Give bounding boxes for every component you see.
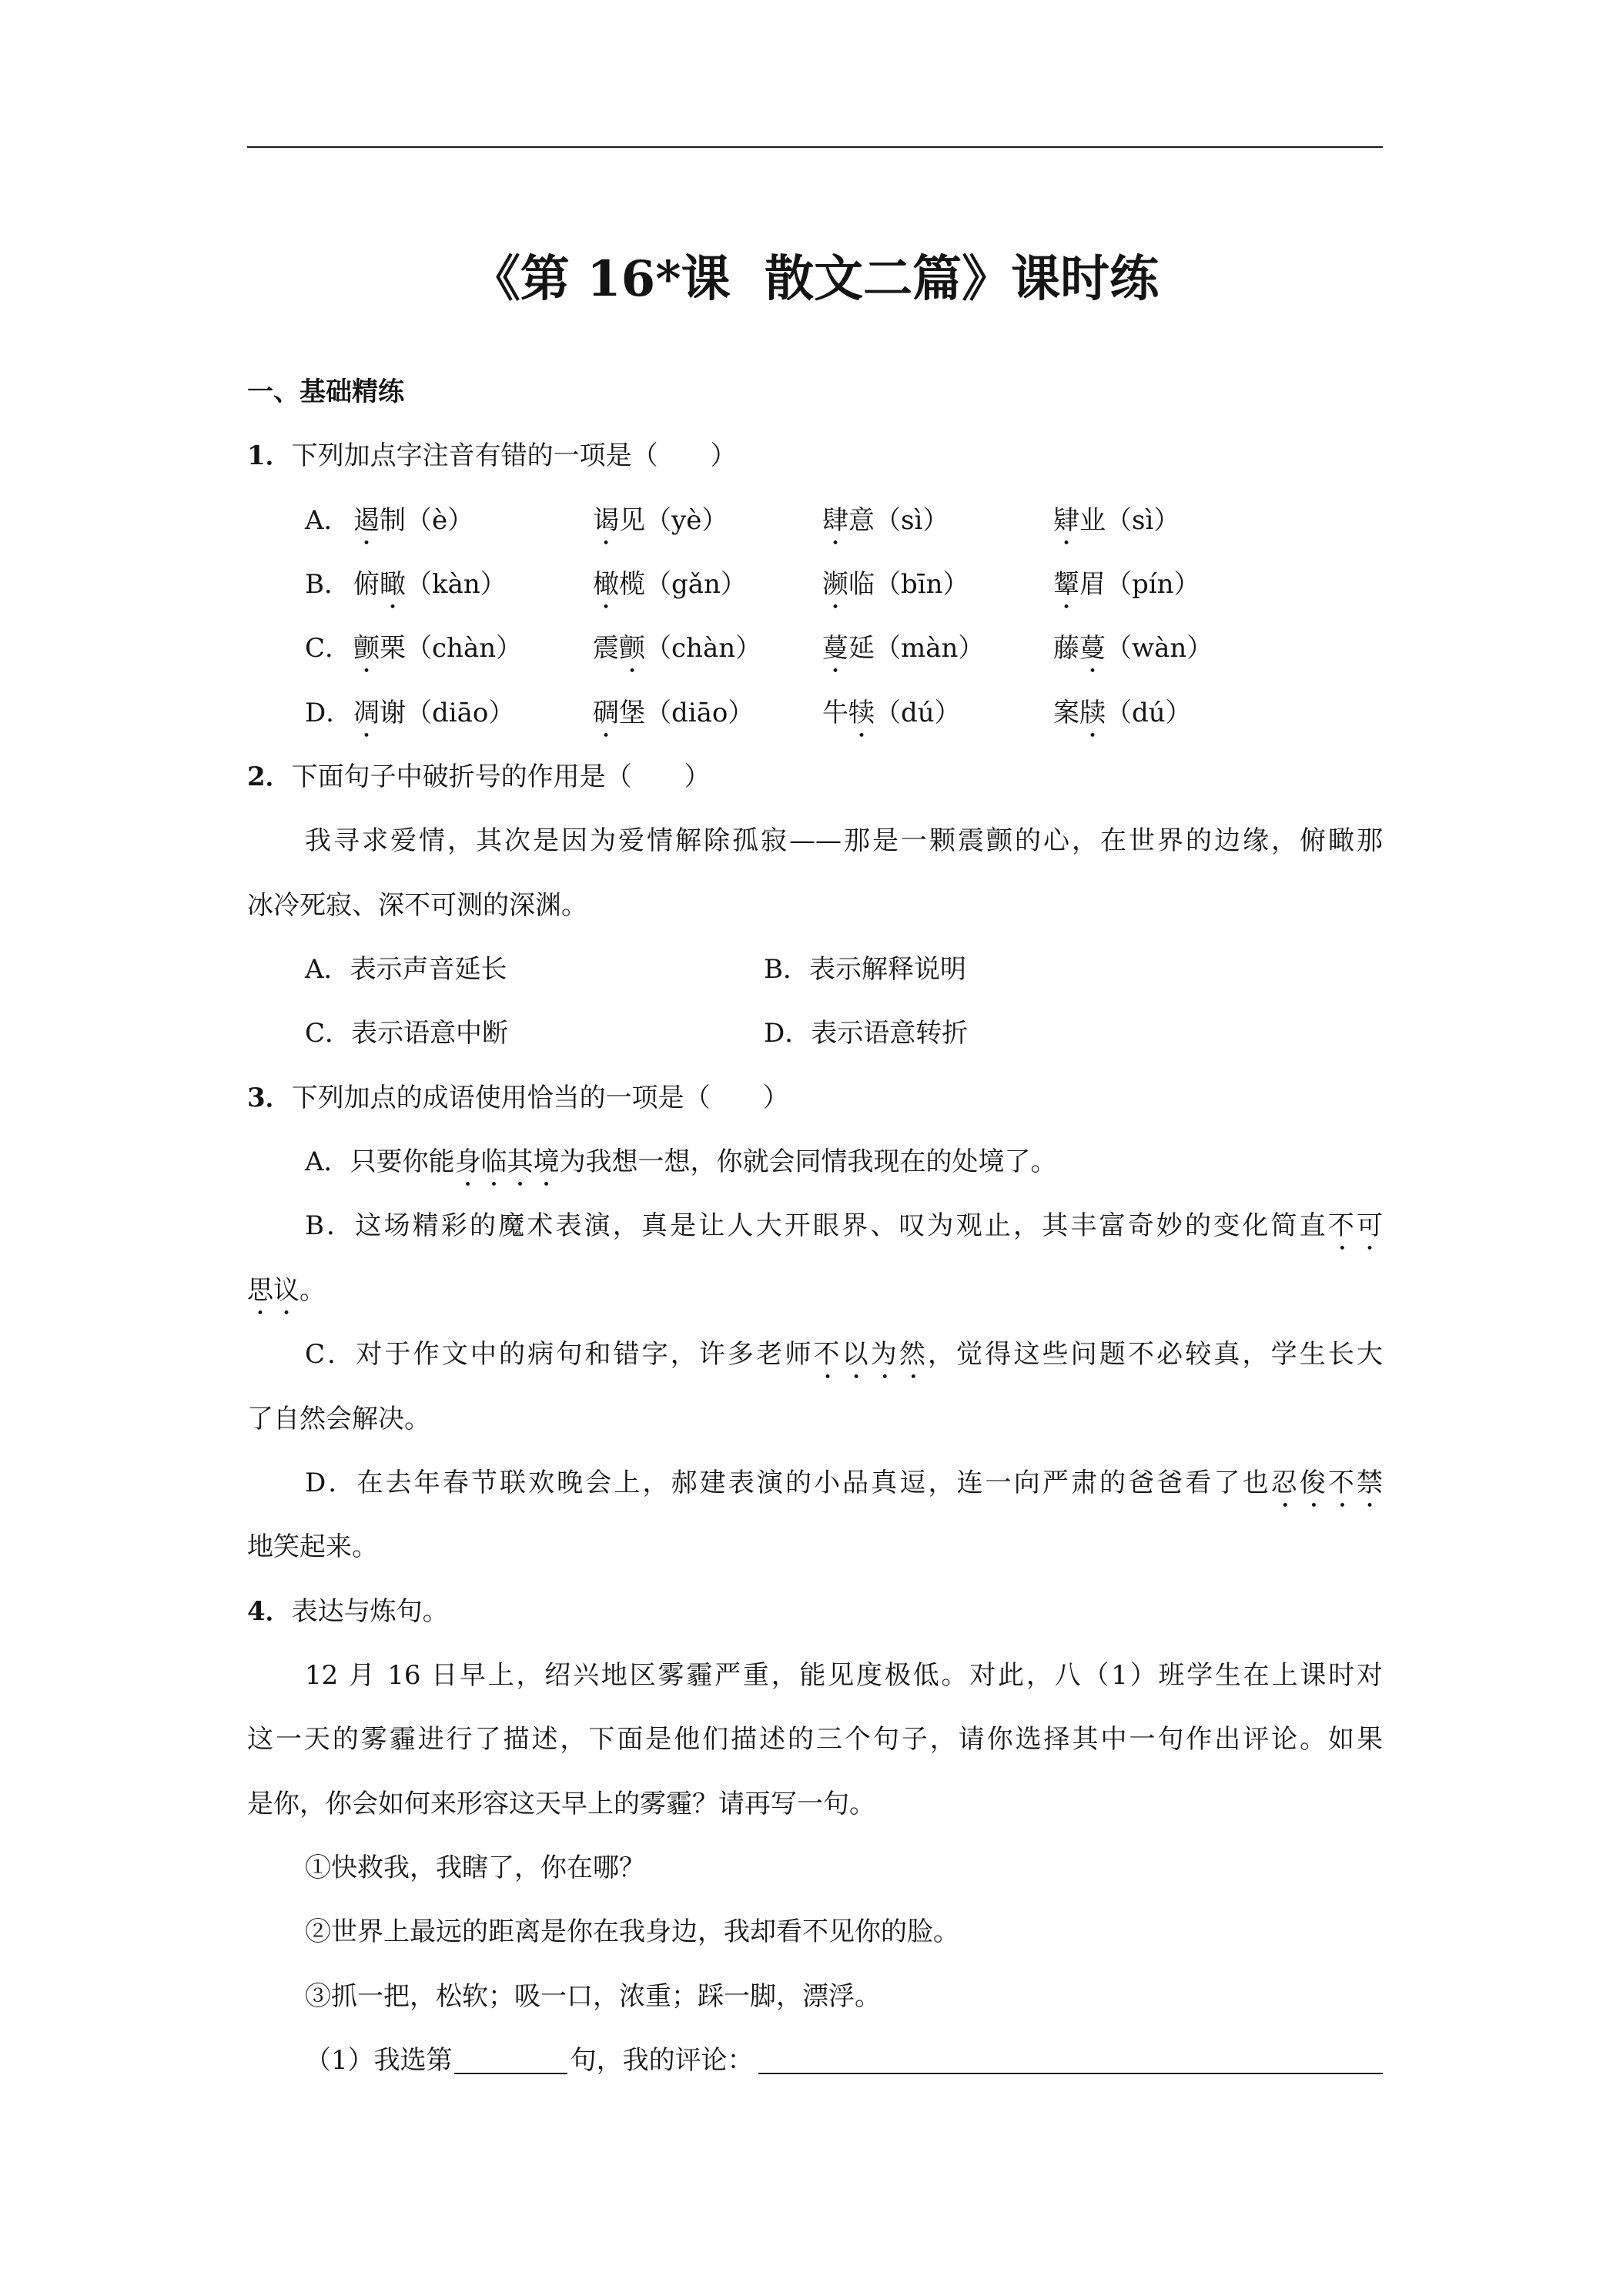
q2-options-row-2 bbox=[247, 1002, 1383, 1066]
q2-option-a bbox=[305, 938, 507, 1002]
q1-d-item-4 bbox=[1053, 681, 1192, 745]
item-text: 堡（diāo） bbox=[619, 697, 755, 728]
q1-a-item-3 bbox=[822, 489, 949, 553]
dotted-char: 蔓 bbox=[1079, 633, 1106, 664]
option-label: C． bbox=[305, 1339, 356, 1371]
option-text: 在去年春节联欢晚会上，郝建表演的小品真逗，连一向严肃的爸爸看了也 bbox=[356, 1467, 1271, 1498]
section-heading: 一、基础精练 bbox=[247, 377, 404, 407]
q3-stem bbox=[247, 1066, 1383, 1130]
option-text: 表示语意中断 bbox=[351, 1018, 509, 1049]
q1-row-b bbox=[247, 553, 1383, 617]
item-text: （chàn） bbox=[645, 633, 762, 664]
q1-b-item-1 bbox=[353, 553, 507, 617]
item-text: 临（bīn） bbox=[848, 569, 969, 601]
dotted-char: 颤 bbox=[619, 633, 645, 664]
option-label: A． bbox=[305, 504, 350, 536]
q2-stem bbox=[247, 745, 1383, 809]
item-text: 延（màn） bbox=[848, 633, 985, 664]
q1-row-d bbox=[247, 681, 1383, 745]
option-text: ，觉得这些问题不必较真，学生长大 bbox=[928, 1339, 1384, 1371]
q4-sentence-3: ③抓一把，松软；吸一口，浓重；踩一脚，漂浮。 bbox=[305, 1980, 881, 2012]
answer-middle: 句，我的评论： bbox=[570, 2044, 754, 2076]
dotted-idiom: 思议 bbox=[247, 1274, 300, 1306]
q2-option-c bbox=[305, 1002, 508, 1066]
dotted-char: 瞰 bbox=[380, 569, 406, 601]
q2-option-b bbox=[764, 938, 966, 1002]
question-text: 表达与炼句。 bbox=[291, 1595, 449, 1627]
q4-stem bbox=[247, 1580, 1383, 1644]
option-text: 只要你能 bbox=[350, 1146, 455, 1178]
item-text: （kàn） bbox=[406, 569, 507, 601]
question-number: 4． bbox=[247, 1595, 292, 1627]
item-text: 藤 bbox=[1053, 633, 1079, 664]
option-label: A． bbox=[305, 954, 350, 986]
item-text: 栗（chàn） bbox=[380, 633, 523, 664]
q4-answer-line bbox=[247, 2029, 1383, 2093]
page-title: 《第 16*课 散文二篇》课时练 bbox=[470, 250, 1160, 308]
item-text: 眉（pín） bbox=[1079, 569, 1200, 601]
dotted-char: 蔓 bbox=[822, 633, 848, 664]
q1-c-item-4 bbox=[1053, 617, 1213, 681]
question-number: 3． bbox=[247, 1082, 292, 1113]
option-text: 。 bbox=[300, 1274, 326, 1306]
option-text: 表示解释说明 bbox=[809, 954, 966, 986]
item-text: 案 bbox=[1053, 697, 1079, 728]
item-text: （dú） bbox=[875, 697, 961, 728]
item-text: 榄（gǎn） bbox=[619, 569, 747, 601]
q2-passage-line-1: 我寻求爱情，其次是因为爱情解除孤寂——那是一颗震颤的心，在世界的边缘，俯瞰那 bbox=[305, 825, 1383, 857]
item-text: 见（yè） bbox=[619, 504, 728, 536]
dotted-idiom: 忍俊不禁 bbox=[1270, 1467, 1384, 1498]
option-label: B． bbox=[305, 569, 350, 601]
option-label: D． bbox=[305, 697, 353, 728]
q2-options-row-1 bbox=[247, 938, 1383, 1002]
option-label: B． bbox=[764, 954, 809, 986]
option-text: 这场精彩的魔术表演，真是让人大开眼界、叹为观止，其丰富奇妙的变化简直 bbox=[355, 1210, 1328, 1242]
q4-sentence-1: ①快救我，我瞎了，你在哪？ bbox=[305, 1852, 645, 1883]
dotted-char: 颤 bbox=[353, 633, 380, 664]
q1-a-item-4 bbox=[1053, 489, 1180, 553]
q1-c-item-3 bbox=[822, 617, 984, 681]
q4-passage-line-1: 12 月 16 日早上，绍兴地区雾霾严重，能见度极低。对此，八（1）班学生在上课时对 bbox=[305, 1659, 1383, 1691]
dotted-idiom: 身临其境 bbox=[454, 1146, 560, 1178]
q4-sentence-2: ②世界上最远的距离是你在我身边，我却看不见你的脸。 bbox=[305, 1916, 959, 1948]
option-label: B． bbox=[305, 1210, 356, 1242]
q3-option-d-line-2: 地笑起来。 bbox=[247, 1531, 378, 1563]
dotted-char: 犊 bbox=[848, 697, 875, 728]
q1-d-item-2 bbox=[593, 681, 754, 745]
q1-b-item-2 bbox=[593, 553, 747, 617]
sentence-number-blank bbox=[454, 2073, 567, 2074]
worksheet-body bbox=[247, 360, 1383, 2093]
q1-d-item-1 bbox=[353, 681, 514, 745]
dotted-char: 颦 bbox=[1053, 569, 1079, 601]
option-text: 表示声音延长 bbox=[350, 954, 507, 986]
dotted-char: 濒 bbox=[822, 569, 848, 601]
q2-passage-line-2: 冰冷死寂、深不可测的深渊。 bbox=[247, 889, 587, 921]
q4-passage-line-2: 这一天的雾霾进行了描述，下面是他们描述的三个句子，请你选择其中一句作出评论。如果 bbox=[247, 1724, 1383, 1755]
dotted-char: 谒 bbox=[593, 504, 619, 536]
header-rule bbox=[247, 146, 1383, 148]
q3-option-c-line-2: 了自然会解决。 bbox=[247, 1403, 430, 1434]
q1-d-item-3 bbox=[822, 681, 961, 745]
q3-option-b-line-1 bbox=[247, 1194, 1383, 1258]
q1-row-a bbox=[247, 489, 1383, 553]
item-text: 震 bbox=[593, 633, 619, 664]
option-text: 对于作文中的病句和错字，许多老师 bbox=[356, 1339, 814, 1371]
q3-option-c-line-1 bbox=[247, 1323, 1383, 1387]
dotted-idiom: 不可 bbox=[1327, 1210, 1383, 1242]
question-number: 2． bbox=[247, 761, 292, 793]
item-text: 俯 bbox=[353, 569, 380, 601]
q2-option-d bbox=[764, 1002, 968, 1066]
item-text: 制（è） bbox=[380, 504, 474, 536]
dotted-char: 碉 bbox=[593, 697, 619, 728]
option-text: 为我想一想，你就会同情我现在的处境了。 bbox=[559, 1146, 1057, 1178]
dotted-char: 牍 bbox=[1079, 697, 1106, 728]
item-text: 业（sì） bbox=[1079, 504, 1180, 536]
item-text: （dú） bbox=[1106, 697, 1192, 728]
item-text: 谢（diāo） bbox=[380, 697, 515, 728]
question-text: 下面句子中破折号的作用是（ ） bbox=[291, 761, 711, 793]
item-text: 意（sì） bbox=[848, 504, 949, 536]
q3-option-b-line-2 bbox=[247, 1259, 1383, 1323]
dotted-char: 凋 bbox=[353, 697, 380, 728]
item-text: （wàn） bbox=[1106, 633, 1213, 664]
dotted-char: 遏 bbox=[353, 504, 380, 536]
option-label: D． bbox=[764, 1018, 812, 1049]
answer-prefix: （1）我选第 bbox=[305, 2044, 453, 2076]
option-text: 表示语意转折 bbox=[811, 1018, 969, 1049]
q1-stem bbox=[247, 424, 1383, 488]
option-label: C． bbox=[305, 633, 352, 664]
q1-b-item-4 bbox=[1053, 553, 1200, 617]
option-label: C． bbox=[305, 1018, 352, 1049]
q3-option-a bbox=[247, 1130, 1383, 1194]
q1-c-item-2 bbox=[593, 617, 761, 681]
q1-c-item-1 bbox=[353, 617, 522, 681]
q1-a-item-2 bbox=[593, 489, 728, 553]
q4-passage-line-3: 是你，你会如何来形容这天早上的雾霾？请再写一句。 bbox=[247, 1788, 875, 1819]
option-label: A． bbox=[305, 1146, 350, 1178]
q1-a-item-1 bbox=[353, 489, 474, 553]
option-label: D． bbox=[305, 1467, 357, 1498]
question-text: 下列加点的成语使用恰当的一项是（ ） bbox=[291, 1082, 789, 1113]
q1-row-c bbox=[247, 617, 1383, 681]
q1-b-item-3 bbox=[822, 553, 969, 617]
dotted-idiom: 不以为然 bbox=[813, 1339, 928, 1371]
dotted-char: 肆 bbox=[822, 504, 848, 536]
dotted-char: 肄 bbox=[1053, 504, 1079, 536]
question-number: 1． bbox=[247, 440, 292, 472]
item-text: 牛 bbox=[822, 697, 848, 728]
question-text: 下列加点字注音有错的一项是（ ） bbox=[291, 440, 737, 472]
q3-option-d-line-1 bbox=[247, 1451, 1383, 1515]
dotted-char: 橄 bbox=[593, 569, 619, 601]
comment-blank bbox=[758, 2073, 1383, 2074]
